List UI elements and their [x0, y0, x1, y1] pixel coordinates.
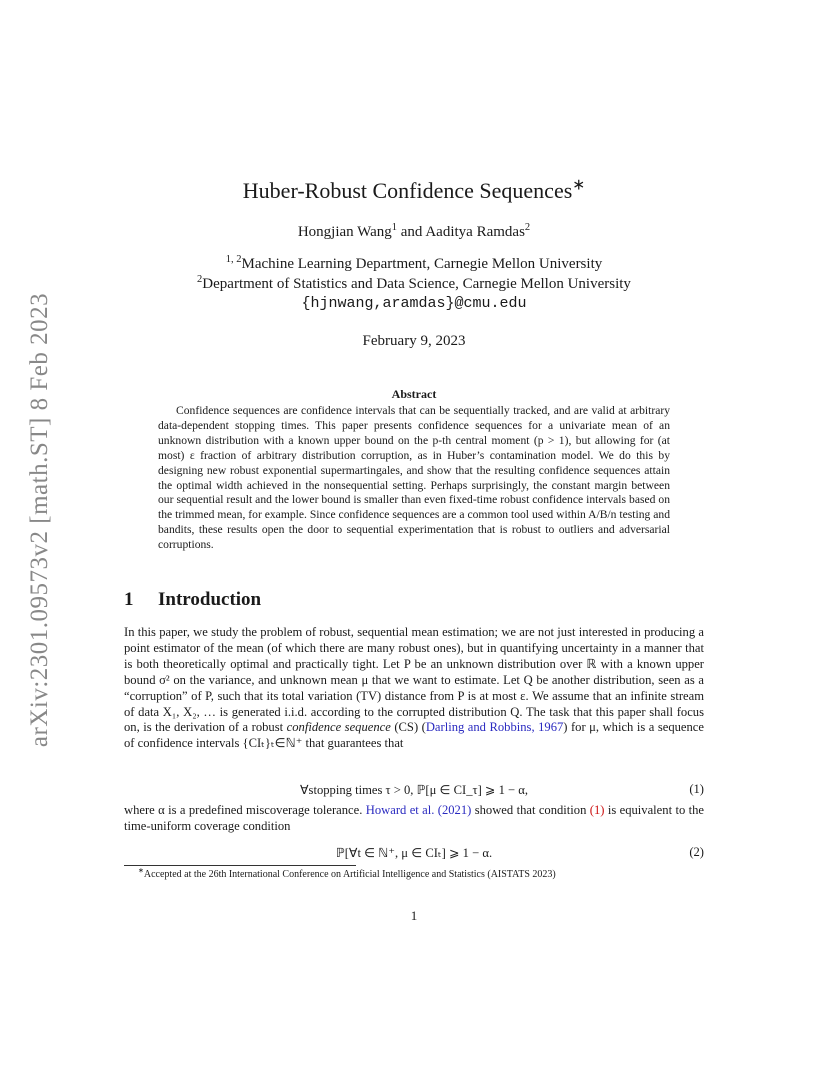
intro-p1-emphasis: confidence sequence: [286, 720, 391, 735]
intro-p1-text-3: ) for μ, which is a sequence of confidence intervals {CIₜ}ₜ∈ℕ⁺ that guarantees that: [124, 720, 704, 751]
intro-p2-text-2: showed that condition: [471, 803, 590, 817]
footnote-mark: ∗: [138, 866, 144, 875]
affiliation-2-mark: 2: [197, 274, 203, 285]
intro-paragraph-1: [124, 625, 704, 752]
citation-darling-robbins[interactable]: Darling and Robbins, 1967: [425, 720, 564, 735]
page-number: 1: [410, 908, 418, 923]
paper-title: [0, 178, 828, 204]
affiliation-1-mark: 1, 2: [225, 254, 242, 265]
affiliation-2: [0, 276, 828, 293]
intro-paragraph-2: [124, 803, 704, 835]
footnote-rule: [124, 865, 356, 866]
author-email: {hjnwang,aramdas}@cmu.edu: [301, 295, 527, 312]
equation-ref-1[interactable]: (1): [589, 803, 605, 817]
affiliation-1-text: Machine Learning Department, Carnegie Mellon University: [241, 256, 603, 272]
publication-date: February 9, 2023: [362, 333, 466, 349]
equation-2-body: ℙ[∀t ∈ ℕ⁺, μ ∈ CIₜ] ⩾ 1 − α.: [335, 846, 493, 860]
author-conjunction: and: [397, 224, 426, 240]
author-1-affiliation-mark: 1: [391, 222, 397, 233]
section-title: Introduction: [158, 589, 262, 610]
intro-p2-text: where α is a predefined miscoverage tolerance.: [124, 803, 366, 817]
author-2-affiliation-mark: 2: [524, 222, 531, 233]
citation-howard[interactable]: Howard et al. (2021): [365, 803, 472, 817]
footnote-text: Accepted at the 26th International Conference on Artificial Intelligence and Statistics (AISTATS 2023): [143, 869, 556, 880]
intro-p1-text-2: (CS) (: [390, 720, 426, 735]
arxiv-identifier: arXiv:2301.09573v2 [math.ST] 8 Feb 2023: [26, 292, 53, 748]
author-2: Aaditya Ramdas: [425, 224, 525, 240]
section-number: 1: [124, 589, 134, 610]
author-line: [0, 224, 828, 241]
abstract-heading: Abstract: [391, 387, 437, 401]
affiliation-2-text: Department of Statistics and Data Science, Carnegie Mellon University: [202, 276, 631, 292]
author-1: Hongjian Wang: [297, 224, 392, 240]
title-footnote-mark: ∗: [572, 176, 586, 194]
section-heading: [124, 589, 261, 611]
arxiv-sidebar: [16, 280, 64, 760]
abstract-body: Confidence sequences are confidence intervals that can be sequentially tracked, and are valid at arbitrary data-dependent stopping times. This paper presents confidence sequences for a univariate mean of an unknown distribution with a known upper bound on the p-th central moment (p > 1), but allowing for (at most) ε fraction of arbitrary distribution corruption, as in Huber’s contamination model. We do this by designing new robust exponential supermartingales, and show that the resulting confidence sequences attain the optimal width achieved in the nonsequential setting. Perhaps surprisingly, the constant margin between our sequential result and the lower bound is smaller than even fixed-time robust confidence intervals based on the trimmed mean, for example. Since confidence sequences are a common tool used within A/B/n testing and bandits, these results open the door to sequential experimentation that is robust to outliers and adversarial corruptions.: [158, 404, 670, 552]
intro-p1-text: In this paper, we study the problem of robust, sequential mean estimation; we are not just interested in producing a point estimator of the mean (of which there are many robust ones), but in quantifying uncertainty in a manner that is both theoretically optimal and practically tight. Let P be an unknown distribution over ℝ with a known upper bound σ² on the variance, and unknown mean μ that we want to estimate. Let Q be another distribution, seen as a “corruption” of P, such that its total variation (TV) distance from P is at most ε. We assume that an infinite stream of data X₁, X₂, … is generated i.i.d. according to the corrupted distribution Q. The task that this paper shall focus on, is the derivation of a robust: [124, 625, 704, 735]
equation-2-number: (2): [689, 845, 704, 859]
intro-p2-text-3: is equivalent to the time-uniform coverage condition: [124, 803, 704, 833]
equation-1-body: ∀stopping times τ > 0, ℙ[μ ∈ CI_τ] ⩾ 1 − α,: [299, 783, 529, 797]
equation-1-number: (1): [689, 782, 704, 796]
equation-1: [124, 782, 704, 800]
footnote: [138, 866, 556, 880]
affiliation-1: [0, 256, 828, 273]
title-text: Huber-Robust Confidence Sequences: [242, 178, 573, 203]
equation-2: [124, 845, 704, 863]
